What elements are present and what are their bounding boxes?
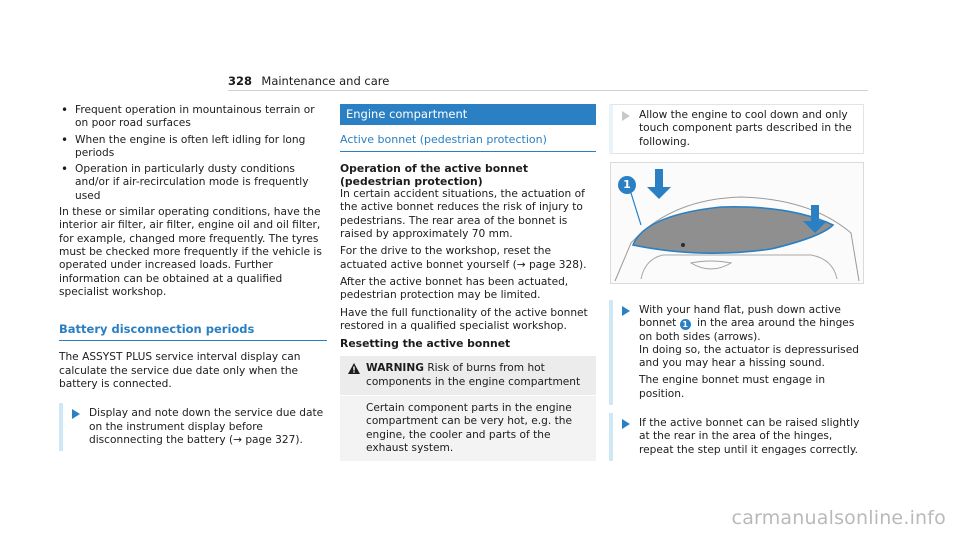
warning-body: Certain component parts in the engine compartment can be very hot, e.g. the engine, the cooler and parts of the exhaust system. <box>340 396 596 461</box>
warning-label: WARNING <box>366 362 424 375</box>
conditions-paragraph: In these or similar operating conditions, have the interior air filter, air filter, engine oil and oil filter, for example, changed more frequently. The tyres must be checked more frequently if the vehicle is operated under increased loads. Further information can be obtained at a qualified specialist workshop. <box>59 206 322 298</box>
step-arrow-icon <box>72 409 80 419</box>
warning-icon <box>348 363 360 374</box>
step-arrow-icon <box>622 306 630 316</box>
step-text: Allow the engine to cool down and only touch component parts described in the following. <box>639 109 852 148</box>
step-push-bonnet <box>609 300 864 405</box>
drive-paragraph: For the drive to the workshop, reset the actuated active bonnet yourself (→ page 328). <box>340 245 587 271</box>
watermark: carmanualsonline.info <box>731 506 946 529</box>
limited-paragraph: After the active bonnet has been actuated, pedestrian protection may be limited. <box>340 275 569 302</box>
step-arrow-icon <box>622 111 630 121</box>
list-item: • Operation in particularly dusty conditions and/or if air-recirculation mode is frequently used <box>59 163 327 203</box>
warning-box <box>340 356 596 461</box>
restore-paragraph: Have the full functionality of the active bonnet restored in a qualified specialist workshop. <box>340 306 588 332</box>
warning-header <box>340 356 596 396</box>
chapter-heading: Engine compartment <box>340 104 596 125</box>
bonnet-figure <box>610 162 864 284</box>
battery-paragraph: The ASSYST PLUS service interval display can calculate the service due date only when the battery is connected. <box>59 351 301 391</box>
step-arrow-icon <box>622 419 630 429</box>
operation-paragraph: In certain accident situations, the actuation of the active bonnet reduces the risk of injury to pedestrians. The rear area of the bonnet is raised by approximately 70 mm. <box>340 188 585 241</box>
step-text: The engine bonnet must engage in position. <box>639 374 826 400</box>
callout-badge: 1 <box>680 319 691 330</box>
right-steps <box>609 300 864 461</box>
car-bonnet-illustration <box>611 163 863 283</box>
step-text: In doing so, the actuator is depressurised and you may hear a hissing sound. <box>639 343 859 370</box>
column-right <box>609 104 864 456</box>
figure-callout-number: 1 <box>623 178 631 191</box>
page-number: 328 <box>228 74 253 88</box>
step-cool-down <box>609 104 864 154</box>
list-item: • When the engine is often left idling for long periods <box>59 134 327 161</box>
column-left <box>59 104 327 451</box>
header-rule <box>228 90 868 91</box>
step-repeat <box>609 413 864 461</box>
column-middle <box>340 104 596 461</box>
step-text: Display and note down the service due date on the instrument display before disconnecting the battery (→ page 327). <box>89 407 324 446</box>
step-text: in the area around the hinges on both sides (arrows). <box>639 317 855 343</box>
resetting-heading: Resetting the active bonnet <box>340 337 511 351</box>
conditions-list <box>59 104 327 203</box>
page-header <box>228 75 868 89</box>
page-header-title: Maintenance and care <box>261 74 390 88</box>
warning-title: Risk of burns from hot components in the engine compartment <box>366 362 581 388</box>
step-text: If the active bonnet can be raised slightly at the rear in the area of the hinges, repeat the step until it engages correctly. <box>639 417 860 456</box>
section-title-battery: Battery disconnection periods <box>59 323 327 341</box>
step-display-note <box>59 403 327 451</box>
operation-heading: Operation of the active bonnet (pedestrian protection) <box>340 161 529 188</box>
list-item: • Frequent operation in mountainous terrain or on poor road surfaces <box>59 104 327 131</box>
step-text: With your hand flat, push down active bonnet <box>639 304 841 330</box>
section-title-active-bonnet: Active bonnet (pedestrian protection) <box>340 133 596 151</box>
